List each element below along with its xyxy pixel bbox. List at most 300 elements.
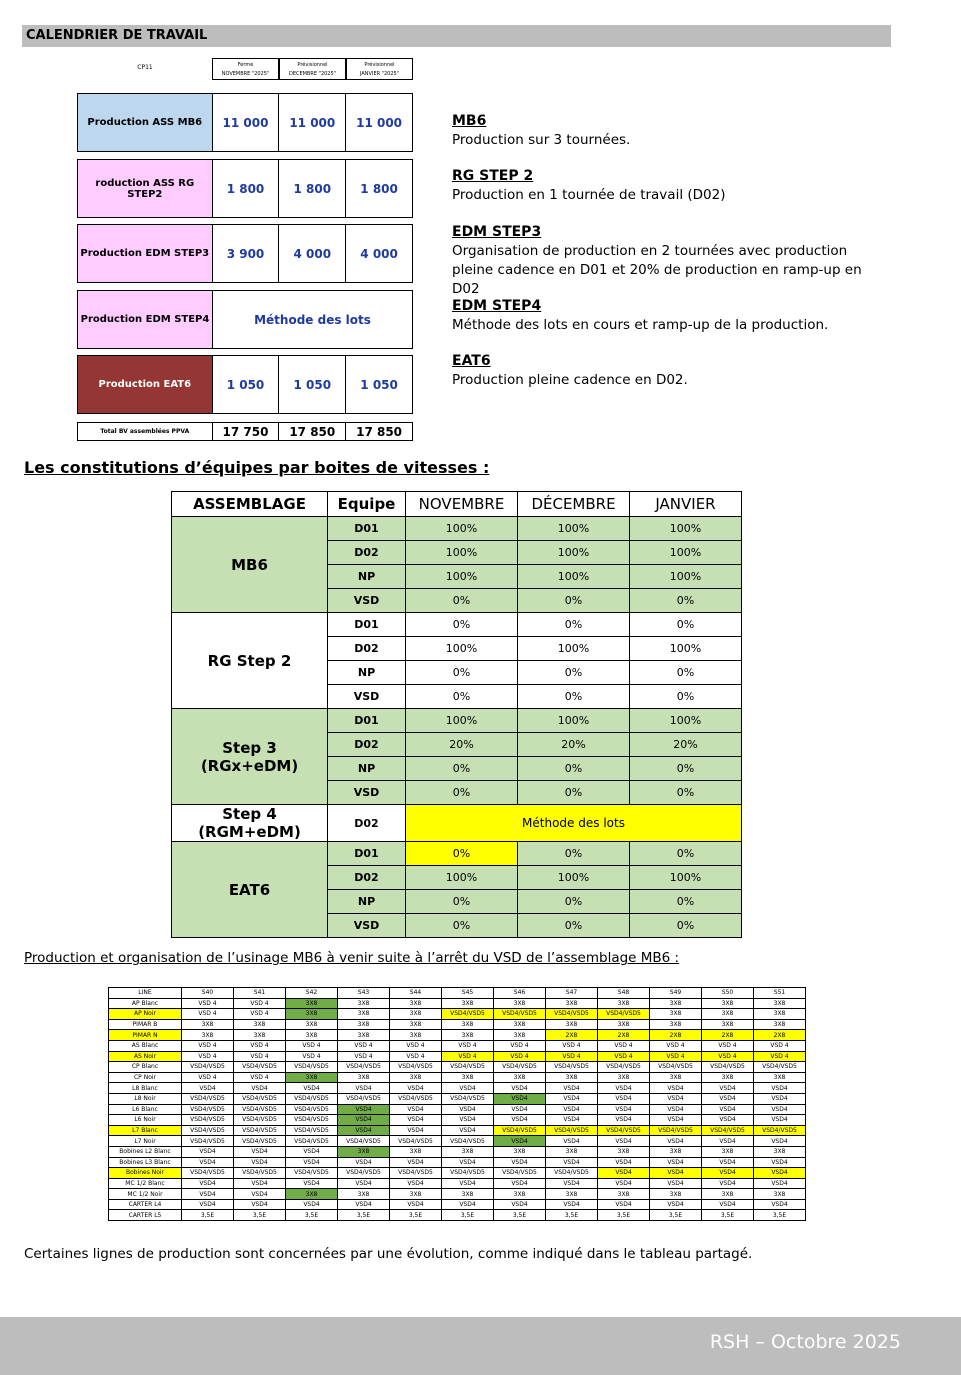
line-cell: 3X8 (390, 1030, 442, 1041)
line-cell: 3X8 (338, 1030, 390, 1041)
teams-table (171, 491, 742, 938)
line-cell: 3,5E (338, 1210, 390, 1221)
line-cell: VSD4 (182, 1178, 234, 1189)
line-name: L8 Blanc (109, 1083, 182, 1094)
line-cell: VSD4 (598, 1168, 650, 1179)
lines-row (109, 1019, 806, 1030)
lines-row (109, 1189, 806, 1200)
lines-header-cell: S51 (754, 988, 806, 999)
line-cell: 2X8 (702, 1030, 754, 1041)
lines-header-cell: S43 (338, 988, 390, 999)
line-cell: VSD 4 (286, 1051, 338, 1062)
line-cell: VSD 4 (754, 1040, 806, 1051)
production-value: 1 800 (279, 160, 346, 217)
line-cell: VSD4/VSD5 (390, 1093, 442, 1104)
line-cell: VSD4 (234, 1178, 286, 1189)
line-cell: VSD4 (234, 1083, 286, 1094)
line-name: CARTER L5 (109, 1210, 182, 1221)
production-label: Production EAT6 (78, 356, 213, 413)
section-title: CALENDRIER DE TRAVAIL (26, 28, 208, 43)
percent-cell: 20% (406, 733, 518, 757)
line-cell: 3,5E (598, 1210, 650, 1221)
line-cell: VSD 4 (494, 1040, 546, 1051)
line-cell: 3X8 (598, 1072, 650, 1083)
percent-cell: 0% (406, 890, 518, 914)
line-cell: VSD4 (442, 1178, 494, 1189)
line-cell: VSD 4 (650, 1051, 702, 1062)
percent-cell: 0% (630, 757, 742, 781)
line-cell: VSD4 (234, 1189, 286, 1200)
header-status: Prévisionnel (297, 62, 328, 68)
line-cell: VSD4 (546, 1199, 598, 1210)
teams-header-cell: NOVEMBRE (406, 492, 518, 517)
percent-cell: 100% (630, 709, 742, 733)
line-cell: VSD 4 (234, 1009, 286, 1020)
percent-cell: 0% (518, 589, 630, 613)
line-cell: VSD 4 (234, 1072, 286, 1083)
line-cell: VSD 4 (234, 998, 286, 1009)
section-title-bar (22, 25, 891, 47)
line-cell: VSD4 (442, 1157, 494, 1168)
line-name: L7 Blanc (109, 1125, 182, 1136)
line-cell: 3X8 (650, 1072, 702, 1083)
line-cell: 3X8 (442, 1019, 494, 1030)
header-column (212, 58, 279, 80)
line-cell: VSD4 (702, 1199, 754, 1210)
line-cell: VSD4 (494, 1136, 546, 1147)
percent-cell: 100% (406, 517, 518, 541)
line-cell: VSD4 (702, 1115, 754, 1126)
line-cell: VSD4 (754, 1083, 806, 1094)
percent-cell: 0% (406, 757, 518, 781)
line-cell: VSD4 (598, 1093, 650, 1104)
lines-header-cell: S48 (598, 988, 650, 999)
percent-cell: 0% (406, 589, 518, 613)
percent-cell: 0% (630, 613, 742, 637)
line-cell: 3X8 (338, 1072, 390, 1083)
line-cell: VSD4/VSD5 (754, 1125, 806, 1136)
total-dec: 17 850 (279, 423, 346, 440)
production-value: 1 800 (360, 181, 398, 196)
line-cell: VSD4/VSD5 (286, 1093, 338, 1104)
line-cell: VSD 4 (702, 1040, 754, 1051)
line-cell: VSD4 (702, 1178, 754, 1189)
line-name: AP Blanc (109, 998, 182, 1009)
percent-cell: 0% (518, 914, 630, 938)
team-code: VSD (328, 781, 406, 805)
line-cell: VSD 4 (598, 1051, 650, 1062)
lines-header-cell: S50 (702, 988, 754, 999)
note-text: Production sur 3 tournées. (452, 132, 631, 148)
line-cell: 3X8 (546, 1189, 598, 1200)
line-cell: VSD4/VSD5 (338, 1136, 390, 1147)
lines-row (109, 1009, 806, 1020)
percent-cell: 0% (630, 842, 742, 866)
line-cell: VSD 4 (234, 1040, 286, 1051)
line-cell: 3X8 (390, 1189, 442, 1200)
line-cell: 3X8 (546, 1146, 598, 1157)
line-cell: VSD4/VSD5 (546, 1062, 598, 1073)
line-cell: VSD4/VSD5 (338, 1168, 390, 1179)
line-cell: 3,5E (442, 1210, 494, 1221)
line-cell: 3,5E (182, 1210, 234, 1221)
production-block (77, 290, 413, 349)
percent-cell: 0% (406, 613, 518, 637)
line-cell: VSD4 (182, 1157, 234, 1168)
teams-header-cell: ASSEMBLAGE (172, 492, 328, 517)
percent-cell: 100% (518, 866, 630, 890)
line-cell: VSD4 (182, 1189, 234, 1200)
line-cell: 3X8 (182, 1030, 234, 1041)
percent-cell: 0% (518, 842, 630, 866)
line-cell: 3X8 (650, 1189, 702, 1200)
line-cell: VSD 4 (442, 1040, 494, 1051)
line-cell: VSD4 (650, 1199, 702, 1210)
line-cell: VSD 4 (754, 1051, 806, 1062)
line-cell: 3X8 (598, 1019, 650, 1030)
line-cell: 2X8 (650, 1030, 702, 1041)
line-cell: VSD4/VSD5 (338, 1062, 390, 1073)
percent-cell: 100% (630, 517, 742, 541)
line-cell: VSD4 (754, 1115, 806, 1126)
line-cell: VSD4 (182, 1199, 234, 1210)
group-name: Step 4 (RGM+eDM) (172, 805, 328, 842)
note-text: Production pleine cadence en D02. (452, 372, 688, 388)
line-cell: VSD 4 (390, 1040, 442, 1051)
line-cell: VSD4 (754, 1178, 806, 1189)
line-cell: 3X8 (338, 998, 390, 1009)
production-value: 1 050 (279, 356, 346, 413)
line-cell: VSD4/VSD5 (546, 1009, 598, 1020)
percent-cell: 0% (518, 661, 630, 685)
line-cell: VSD 4 (182, 998, 234, 1009)
line-cell: VSD4/VSD5 (286, 1062, 338, 1073)
line-cell: VSD4 (390, 1178, 442, 1189)
line-cell: VSD4/VSD5 (702, 1125, 754, 1136)
lines-row (109, 1104, 806, 1115)
line-cell: VSD4/VSD5 (234, 1062, 286, 1073)
teams-row (172, 805, 742, 842)
line-cell: VSD4/VSD5 (286, 1115, 338, 1126)
percent-cell: 100% (518, 565, 630, 589)
line-cell: VSD4 (598, 1115, 650, 1126)
line-cell: VSD4/VSD5 (234, 1104, 286, 1115)
percent-cell: 0% (518, 613, 630, 637)
line-cell: VSD4 (702, 1168, 754, 1179)
line-cell: VSD4 (546, 1115, 598, 1126)
production-block (77, 224, 413, 283)
percent-cell: 20% (518, 733, 630, 757)
lines-row (109, 1062, 806, 1073)
line-cell: 3X8 (754, 1072, 806, 1083)
line-cell: 3,5E (234, 1210, 286, 1221)
production-value: 4 000 (279, 225, 346, 282)
line-cell: VSD4/VSD5 (546, 1125, 598, 1136)
line-cell: 3X8 (702, 1189, 754, 1200)
line-cell: VSD4 (338, 1083, 390, 1094)
line-cell: 3X8 (650, 1019, 702, 1030)
line-cell: VSD4 (338, 1157, 390, 1168)
line-name: Bobines Noir (109, 1168, 182, 1179)
note-title: EDM STEP3 (452, 224, 542, 240)
production-label: Production ASS MB6 (78, 94, 213, 151)
lines-row (109, 1083, 806, 1094)
line-cell: VSD4 (390, 1115, 442, 1126)
line-cell: 3X8 (494, 1072, 546, 1083)
line-cell: VSD4/VSD5 (286, 1168, 338, 1179)
line-cell: 3X8 (650, 1146, 702, 1157)
percent-cell: 100% (406, 709, 518, 733)
line-cell: 3X8 (702, 1072, 754, 1083)
line-cell: VSD4 (598, 1136, 650, 1147)
team-code: VSD (328, 685, 406, 709)
line-name: MC 1/2 Noir (109, 1189, 182, 1200)
line-cell: VSD 4 (598, 1040, 650, 1051)
line-cell: 3X8 (494, 998, 546, 1009)
line-cell: 3X8 (754, 1019, 806, 1030)
percent-cell: 100% (406, 565, 518, 589)
line-cell: VSD4/VSD5 (234, 1093, 286, 1104)
line-cell: VSD4 (234, 1199, 286, 1210)
production-value: 1 050 (360, 377, 398, 392)
percent-cell: 0% (630, 589, 742, 613)
production-value: 11 000 (356, 115, 403, 130)
production-value: 4 000 (360, 246, 398, 261)
total-nov: 17 750 (213, 423, 280, 440)
teams-header-row (172, 492, 742, 517)
line-cell: VSD4/VSD5 (182, 1062, 234, 1073)
line-cell: VSD4 (234, 1146, 286, 1157)
line-cell: VSD4 (234, 1157, 286, 1168)
line-cell: 3X8 (754, 1189, 806, 1200)
line-cell: VSD4 (338, 1199, 390, 1210)
line-cell: VSD4 (494, 1115, 546, 1126)
teams-header-cell: JANVIER (630, 492, 742, 517)
line-cell: VSD 4 (442, 1051, 494, 1062)
lines-row (109, 1072, 806, 1083)
line-cell: VSD4 (754, 1093, 806, 1104)
closing-note: Certaines lignes de production sont concernées par une évolution, comme indiqué dans le tableau partagé. (24, 1246, 753, 1262)
production-label: Production EDM STEP4 (78, 291, 213, 348)
lines-table (108, 987, 806, 1221)
line-cell: 3X8 (702, 1019, 754, 1030)
line-cell: VSD4 (338, 1115, 390, 1126)
line-cell: VSD4 (338, 1178, 390, 1189)
team-code: D02 (328, 805, 406, 842)
line-cell: 3,5E (546, 1210, 598, 1221)
header-status: Prévisionnel (364, 62, 395, 68)
line-cell: VSD4/VSD5 (182, 1093, 234, 1104)
production-value: 1 800 (213, 160, 280, 217)
line-name: PIMAR N (109, 1030, 182, 1041)
line-cell: VSD4 (494, 1104, 546, 1115)
percent-cell: 0% (406, 685, 518, 709)
production-value: 11 000 (213, 94, 280, 151)
line-name: L8 Noir (109, 1093, 182, 1104)
total-label: Total BV assemblées PPVA (78, 423, 213, 440)
line-cell: 3X8 (390, 998, 442, 1009)
line-cell: 3X8 (494, 1146, 546, 1157)
line-cell: VSD4/VSD5 (182, 1115, 234, 1126)
line-cell: 3X8 (754, 998, 806, 1009)
teams-header-cell: DÉCEMBRE (518, 492, 630, 517)
line-cell: 3X8 (286, 1072, 338, 1083)
line-cell: VSD4 (650, 1115, 702, 1126)
production-merged-value: Méthode des lots (254, 312, 371, 327)
line-cell: VSD4 (650, 1178, 702, 1189)
teams-row (172, 613, 742, 637)
merged-method: Méthode des lots (406, 805, 742, 842)
line-cell: VSD4 (702, 1104, 754, 1115)
line-cell: 3X8 (182, 1019, 234, 1030)
line-name: CP Blanc (109, 1062, 182, 1073)
line-cell: VSD4 (546, 1093, 598, 1104)
line-cell: VSD 4 (702, 1051, 754, 1062)
line-cell: 3X8 (286, 1189, 338, 1200)
line-cell: VSD4/VSD5 (234, 1125, 286, 1136)
header-status: Ferme (237, 62, 254, 68)
line-cell: 3X8 (702, 998, 754, 1009)
line-cell: VSD4/VSD5 (338, 1093, 390, 1104)
line-cell: 3X8 (286, 1019, 338, 1030)
group-name: RG Step 2 (172, 613, 328, 709)
total-row (77, 422, 413, 441)
line-cell: VSD 4 (338, 1051, 390, 1062)
team-code: D01 (328, 842, 406, 866)
line-cell: VSD4 (494, 1199, 546, 1210)
percent-cell: 20% (630, 733, 742, 757)
line-name: MC 1/2 Blanc (109, 1178, 182, 1189)
line-name: CP Noir (109, 1072, 182, 1083)
line-cell: VSD 4 (650, 1040, 702, 1051)
line-cell: VSD4/VSD5 (754, 1062, 806, 1073)
line-cell: VSD4/VSD5 (442, 1168, 494, 1179)
line-cell: 3,5E (702, 1210, 754, 1221)
lines-row (109, 1125, 806, 1136)
line-cell: 3X8 (754, 1009, 806, 1020)
line-cell: VSD4/VSD5 (286, 1125, 338, 1136)
line-cell: 3X8 (494, 1030, 546, 1041)
line-cell: VSD4 (546, 1157, 598, 1168)
line-cell: VSD4/VSD5 (442, 1062, 494, 1073)
line-cell: VSD4 (650, 1157, 702, 1168)
line-cell: VSD4/VSD5 (390, 1062, 442, 1073)
percent-cell: 0% (630, 781, 742, 805)
production-value: 1 050 (213, 356, 280, 413)
line-cell: VSD4 (546, 1178, 598, 1189)
line-cell: VSD4/VSD5 (598, 1062, 650, 1073)
line-cell: VSD4 (754, 1104, 806, 1115)
lines-row (109, 1157, 806, 1168)
line-cell: VSD4 (442, 1199, 494, 1210)
line-cell: VSD4/VSD5 (442, 1093, 494, 1104)
team-code: VSD (328, 914, 406, 938)
percent-cell: 0% (630, 685, 742, 709)
lines-header-cell: S44 (390, 988, 442, 999)
line-cell: 3X8 (390, 1009, 442, 1020)
line-cell: VSD4/VSD5 (494, 1168, 546, 1179)
lines-row (109, 1146, 806, 1157)
team-code: D01 (328, 517, 406, 541)
lines-header-row (109, 988, 806, 999)
percent-cell: 0% (518, 781, 630, 805)
note-text: Organisation de production en 2 tournées avec production pleine cadence en D01 et 20% de production en ramp-up en D02 (452, 243, 862, 297)
lines-header-cell: S40 (182, 988, 234, 999)
line-cell: VSD4/VSD5 (286, 1104, 338, 1115)
line-cell: VSD4 (494, 1083, 546, 1094)
line-cell: 3X8 (338, 1019, 390, 1030)
line-cell: VSD4 (650, 1093, 702, 1104)
line-cell: 3X8 (598, 1146, 650, 1157)
line-cell: VSD4 (390, 1157, 442, 1168)
lines-header-cell: S42 (286, 988, 338, 999)
line-cell: VSD4/VSD5 (442, 1009, 494, 1020)
line-cell: VSD4 (442, 1115, 494, 1126)
line-cell: 3X8 (234, 1019, 286, 1030)
percent-cell: 100% (406, 866, 518, 890)
line-cell: VSD 4 (234, 1051, 286, 1062)
line-cell: VSD4/VSD5 (182, 1136, 234, 1147)
lines-row (109, 1040, 806, 1051)
lines-header-cell: S41 (234, 988, 286, 999)
line-cell: 3X8 (650, 1009, 702, 1020)
header-month: NOVEMBRE "2025" (221, 71, 270, 77)
production-block (77, 159, 413, 218)
line-cell: VSD4/VSD5 (390, 1136, 442, 1147)
line-cell: 3X8 (338, 1189, 390, 1200)
line-cell: 3X8 (598, 1189, 650, 1200)
team-code: D02 (328, 866, 406, 890)
line-cell: VSD4 (754, 1168, 806, 1179)
line-cell: VSD4 (702, 1083, 754, 1094)
line-cell: VSD4 (442, 1104, 494, 1115)
total-jan: 17 850 (356, 424, 403, 439)
percent-cell: 100% (406, 637, 518, 661)
line-cell: 3X8 (286, 1009, 338, 1020)
percent-cell: 0% (630, 661, 742, 685)
line-cell: 3X8 (442, 1030, 494, 1041)
line-cell: VSD4 (754, 1157, 806, 1168)
line-name: L7 Noir (109, 1136, 182, 1147)
team-code: D02 (328, 733, 406, 757)
team-code: VSD (328, 589, 406, 613)
note-text: Méthode des lots en cours et ramp-up de la production. (452, 317, 829, 333)
lines-row (109, 1115, 806, 1126)
percent-cell: 0% (406, 842, 518, 866)
line-cell: VSD4 (546, 1136, 598, 1147)
line-cell: VSD 4 (546, 1040, 598, 1051)
line-cell: VSD4 (338, 1125, 390, 1136)
lines-row (109, 1051, 806, 1062)
line-cell: 3X8 (234, 1030, 286, 1041)
line-cell: 3X8 (702, 1009, 754, 1020)
lines-header-cell: LINE (109, 988, 182, 999)
percent-cell: 0% (630, 890, 742, 914)
line-name: Bobines L3 Blanc (109, 1157, 182, 1168)
line-cell: VSD4 (286, 1157, 338, 1168)
line-cell: VSD 4 (338, 1040, 390, 1051)
line-cell: 2X8 (754, 1030, 806, 1041)
line-cell: 2X8 (546, 1030, 598, 1041)
group-name: Step 3 (RGx+eDM) (172, 709, 328, 805)
line-cell: 3X8 (286, 1030, 338, 1041)
line-cell: 3X8 (442, 998, 494, 1009)
lines-header-cell: S49 (650, 988, 702, 999)
line-cell: VSD4/VSD5 (650, 1125, 702, 1136)
lines-header-cell: S45 (442, 988, 494, 999)
line-cell: VSD4/VSD5 (182, 1125, 234, 1136)
team-code: D02 (328, 637, 406, 661)
